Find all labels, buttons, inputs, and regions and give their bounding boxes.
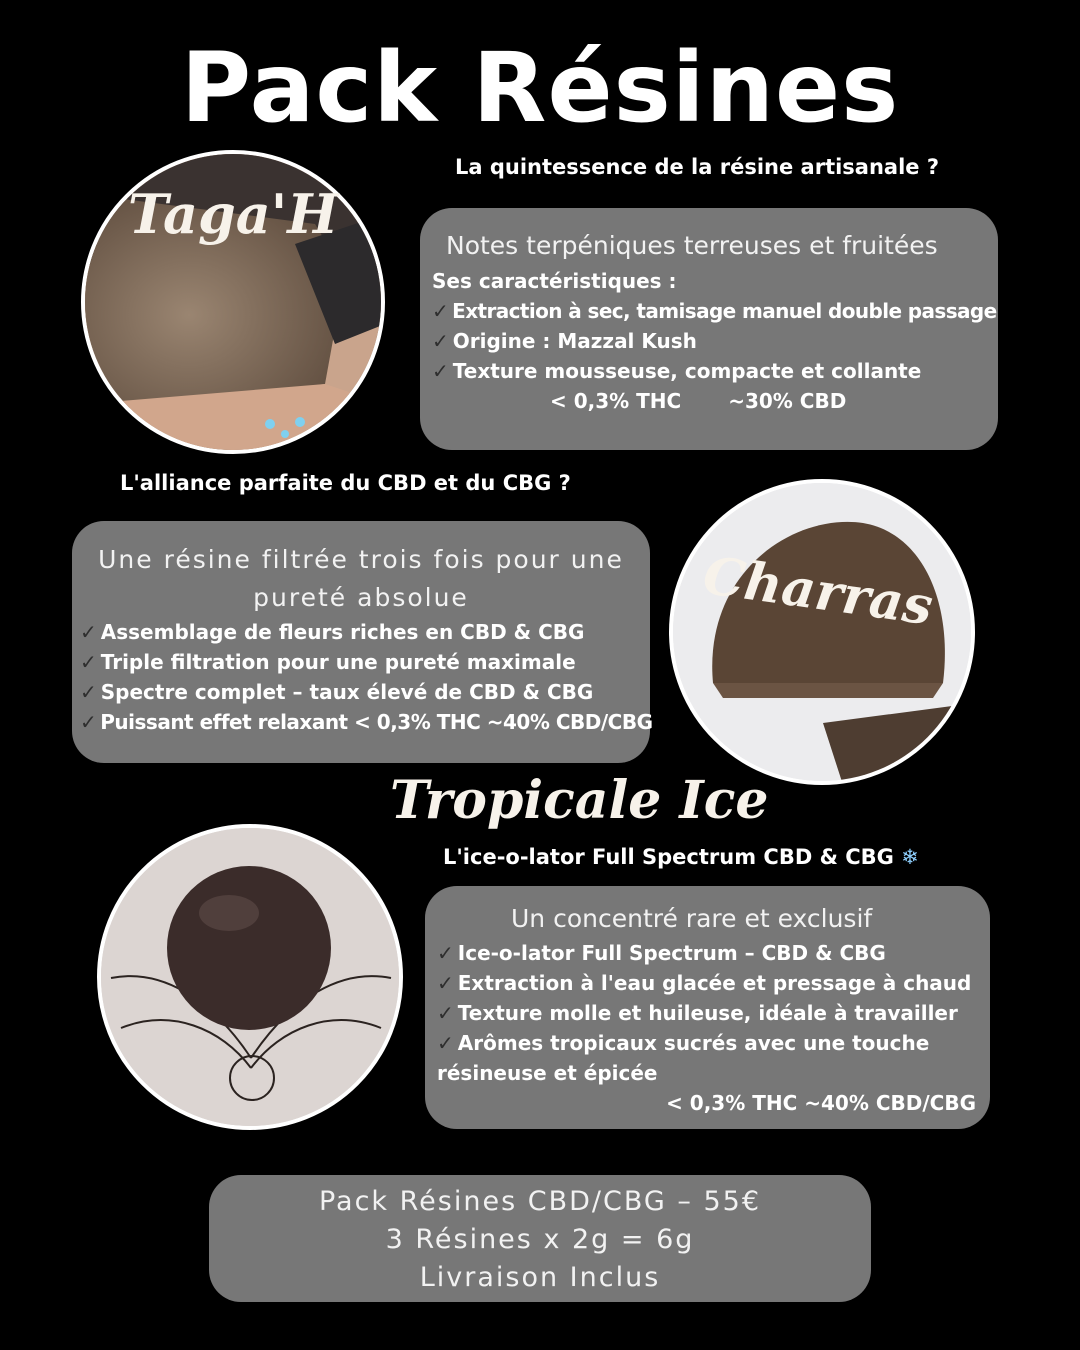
product1-levels [432, 386, 998, 416]
product1-box-heading: Notes terpéniques terreuses et fruitées [446, 231, 938, 260]
checkmark-icon: ✓ [432, 359, 449, 383]
product1-details-box [420, 208, 998, 450]
product1-subheading: Ses caractéristiques : [432, 269, 677, 293]
checkmark-icon: ✓ [432, 329, 449, 353]
product-label-tagah: Taga'H [128, 182, 339, 246]
checkmark-icon: ✓ [437, 1001, 454, 1025]
list-item: ✓ Ice-o-lator Full Spectrum – CBD & CBG [437, 941, 886, 965]
checkmark-icon: ✓ [80, 710, 97, 734]
list-item: ✓ Assemblage de fleurs riches en CBD & CBG [80, 620, 585, 644]
resin-photo-charras [673, 483, 975, 785]
snowflake-icon: ❄ [901, 845, 919, 869]
product-image-tropicale-ice [97, 824, 403, 1130]
checkmark-icon: ✓ [80, 620, 97, 644]
product3-name: Tropicale Ice [390, 770, 769, 831]
product2-details-box [72, 521, 653, 763]
quantity-line: 3 Résines x 2g = 6g [385, 1224, 695, 1255]
page-title: Pack Résines [180, 32, 900, 144]
checkmark-icon: ✓ [432, 299, 449, 323]
product-label-charras: Charras [699, 545, 937, 638]
product-image-charras [669, 479, 975, 785]
cbd-level: ~30% CBD [728, 389, 847, 413]
product3-tagline: L'ice-o-lator Full Spectrum CBD & CBG ❄ [443, 845, 919, 869]
list-item: ✓ Texture mousseuse, compacte et collante [432, 359, 922, 383]
price-box [209, 1175, 871, 1302]
thc-level: < 0,3% THC [550, 389, 682, 413]
checkmark-icon: ✓ [437, 941, 454, 965]
checkmark-icon: ✓ [437, 971, 454, 995]
checkmark-icon: ✓ [80, 650, 97, 674]
product3-box-heading: Un concentré rare et exclusif [511, 904, 873, 933]
product2-tagline: L'alliance parfaite du CBD et du CBG ? [120, 471, 571, 495]
checkmark-icon: ✓ [437, 1031, 454, 1055]
delivery-line: Livraison Inclus [419, 1262, 661, 1293]
resin-photo-tropicale-ice [101, 828, 403, 1130]
product1-tagline: La quintessence de la résine artisanale ? [455, 155, 940, 179]
list-item: ✓ Triple filtration pour une pureté maximale [80, 650, 576, 674]
list-item: ✓ Puissant effet relaxant < 0,3% THC ~40% CBD/CBG [80, 710, 653, 734]
product3-levels: < 0,3% THC ~40% CBD/CBG [666, 1091, 976, 1115]
list-item: ✓ Texture molle et huileuse, idéale à travailler [437, 1001, 958, 1025]
list-item: ✓ Extraction à l'eau glacée et pressage à chaud [437, 971, 972, 995]
price-line: Pack Résines CBD/CBG – 55€ [318, 1186, 762, 1217]
list-item-continuation: résineuse et épicée [437, 1061, 658, 1085]
list-item: ✓ Arômes tropicaux sucrés avec une touche [437, 1031, 930, 1055]
product3-details-box [425, 886, 990, 1129]
list-item: ✓ Spectre complet – taux élevé de CBD & CBG [80, 680, 594, 704]
checkmark-icon: ✓ [80, 680, 97, 704]
list-item: ✓ Extraction à sec, tamisage manuel double passage [432, 299, 997, 323]
product2-box-heading: Une résine filtrée trois fois pour une pureté absolue [98, 545, 624, 612]
list-item: ✓ Origine : Mazzal Kush [432, 329, 697, 353]
